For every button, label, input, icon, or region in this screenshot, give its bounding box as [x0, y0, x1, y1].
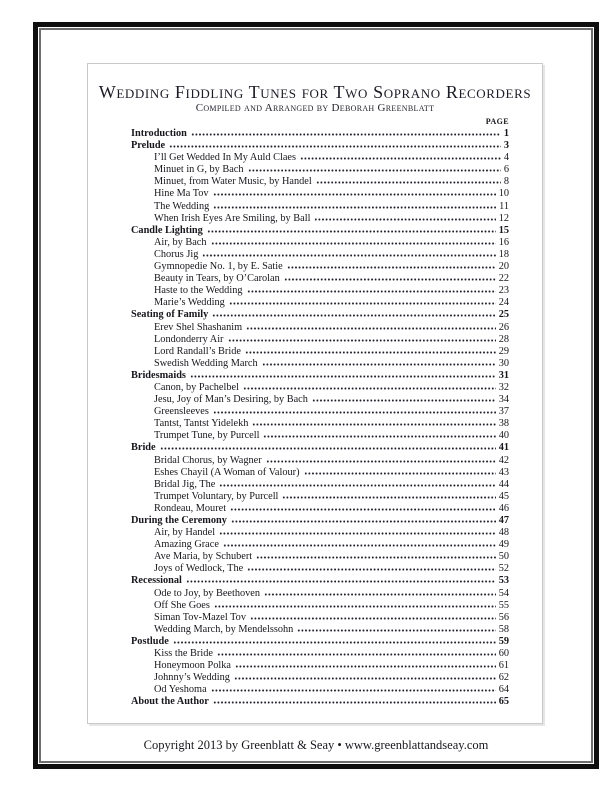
toc-entry-page: 48: [498, 527, 509, 539]
toc-entry-label: Rondeau, Mouret: [154, 502, 227, 514]
toc-entry-page: 30: [498, 357, 509, 369]
toc-entry-page: 37: [498, 406, 509, 418]
dotted-leader: [219, 532, 496, 535]
toc-entry-page: 60: [498, 648, 509, 660]
toc-entry: [131, 636, 509, 648]
dotted-leader: [266, 460, 496, 463]
toc-entry-label: Recessional: [131, 575, 182, 587]
toc-entry-label: Ave Maria, by Schubert: [154, 551, 253, 563]
toc-entry-page: 34: [498, 394, 509, 406]
toc-entry: [131, 370, 509, 382]
toc-entry-label: Tantst, Tantst Yidelekh: [154, 418, 249, 430]
document-subtitle: Compiled and Arranged by Deborah Greenblatt: [195, 102, 435, 114]
toc-entry-label: Londonderry Air: [154, 333, 224, 345]
toc-entry-page: 56: [498, 611, 509, 623]
toc-entry: [131, 152, 509, 164]
dotted-leader: [219, 484, 495, 487]
toc-entry-label: Bride: [131, 442, 156, 454]
toc-entry-label: During the Ceremony: [131, 515, 227, 526]
dotted-leader: [316, 181, 501, 184]
toc-entry: [131, 442, 509, 454]
dotted-leader: [264, 593, 496, 596]
toc-entry-page: 47: [498, 515, 509, 526]
toc-entry-label: Prelude: [131, 140, 166, 152]
toc-entry-page: 12: [498, 212, 509, 224]
toc-entry: [131, 406, 509, 418]
toc-entry-page: 49: [498, 539, 509, 551]
toc-entry-page: 32: [498, 381, 509, 393]
toc-entry: [131, 237, 509, 249]
toc-entry-page: 3: [503, 140, 509, 152]
document-title: Wedding Fiddling Tunes for Two Soprano Recorders: [98, 82, 532, 102]
dotted-leader: [312, 399, 496, 402]
toc-entry: [131, 225, 509, 237]
dotted-leader: [217, 653, 496, 656]
toc-entry-label: Air, by Bach: [154, 236, 207, 248]
toc-entry: [131, 467, 509, 479]
toc-entry-label: Trumpet Tune, by Purcell: [154, 430, 260, 442]
toc-entry-label: Postlude: [131, 635, 169, 647]
dotted-leader: [212, 314, 495, 317]
toc-entry-label: The Wedding: [154, 200, 210, 212]
toc-entry-page: 59: [498, 635, 509, 647]
dotted-leader: [262, 363, 496, 366]
toc-entry: [131, 213, 509, 225]
toc-entry-label: Hine Ma Tov: [154, 188, 209, 200]
toc-entry-label: Swedish Wedding March: [154, 357, 258, 369]
toc-entry-label: Kiss the Bride: [154, 648, 213, 660]
toc-entry-page: 16: [498, 236, 509, 248]
toc-entry-page: 4: [503, 152, 509, 164]
toc-entry-label: Gymnopedie No. 1, by E. Satie: [154, 261, 283, 273]
dotted-leader: [213, 193, 496, 196]
toc-entry-label: Off She Goes: [154, 599, 210, 611]
toc-entry-label: Canon, by Pachelbel: [154, 381, 239, 393]
toc-entry-page: 45: [498, 490, 509, 502]
toc-entry: [131, 612, 509, 624]
dotted-leader: [297, 629, 495, 632]
toc-entry-label: Greensleeves: [154, 406, 209, 418]
toc-entry-page: 28: [498, 333, 509, 345]
toc-entry-label: Seating of Family: [131, 309, 209, 321]
toc-entry-label: Amazing Grace: [154, 539, 219, 551]
toc-entry: [131, 346, 509, 358]
dotted-leader: [228, 339, 496, 342]
toc-entry: [131, 515, 509, 527]
toc-entry: [131, 249, 509, 261]
toc-entry: [131, 297, 509, 309]
toc-entry: [131, 624, 509, 636]
toc-entry: [131, 261, 509, 273]
toc-box: [87, 63, 543, 724]
toc-entry: [131, 188, 509, 200]
dotted-leader: [211, 689, 496, 692]
dotted-leader: [202, 254, 495, 257]
toc-entry-page: 15: [498, 224, 509, 236]
dotted-leader: [230, 508, 496, 511]
toc-entry-page: 10: [498, 188, 509, 200]
toc-entry: [131, 285, 509, 297]
dotted-leader: [300, 157, 501, 160]
toc-entry-label: Minuet, from Water Music, by Handel: [154, 176, 312, 188]
toc-entry-label: Beauty in Tears, by O’Carolan: [154, 273, 280, 285]
dotted-leader: [169, 145, 501, 148]
page-border-inner: [39, 28, 593, 763]
toc-entry-label: Marie’s Wedding: [154, 297, 225, 309]
toc-entry-label: Siman Tov-Mazel Tov: [154, 611, 246, 623]
dotted-leader: [248, 169, 501, 172]
toc-entry-page: 52: [498, 563, 509, 575]
dotted-leader: [284, 278, 496, 281]
toc-entry-label: Jesu, Joy of Man’s Desiring, by Bach: [154, 394, 308, 406]
toc-entry-page: 65: [498, 696, 509, 708]
toc-entry-label: Minuet in G, by Bach: [154, 164, 244, 176]
toc-entry-label: Bridal Chorus, by Wagner: [154, 454, 262, 466]
toc-entry-page: 54: [498, 587, 509, 599]
dotted-leader: [247, 568, 496, 571]
toc-entry: [131, 491, 509, 503]
toc-entry-label: Air, by Handel: [154, 527, 216, 539]
dotted-leader: [231, 520, 496, 523]
toc-entry: [131, 600, 509, 612]
toc-entry-page: 42: [498, 454, 509, 466]
toc-entry: [131, 648, 509, 660]
toc-entry-label: When Irish Eyes Are Smiling, by Ball: [154, 212, 311, 224]
toc-entry-page: 55: [498, 599, 509, 611]
toc-entry-label: About the Author: [131, 696, 209, 708]
toc-entry-page: 22: [498, 273, 509, 285]
toc-entry: [131, 128, 509, 140]
toc-entry-label: Trumpet Voluntary, by Purcell: [154, 490, 279, 502]
toc-entry: [131, 322, 509, 334]
page-column-label: PAGE: [485, 117, 509, 126]
dotted-leader: [282, 496, 495, 499]
toc-entry-page: 25: [498, 309, 509, 321]
toc-entry: [131, 140, 509, 152]
dotted-leader: [191, 133, 501, 136]
toc-entry-label: Wedding March, by Mendelssohn: [154, 623, 294, 635]
toc-entry: [131, 309, 509, 321]
toc-entry-label: Chorus Jig: [154, 248, 199, 260]
dotted-leader: [213, 411, 496, 414]
toc-entry: [131, 176, 509, 188]
dotted-leader: [247, 290, 496, 293]
toc-entry-page: 8: [503, 176, 509, 188]
toc-entry: [131, 684, 509, 696]
dotted-leader: [256, 556, 496, 559]
dotted-leader: [234, 677, 496, 680]
toc-entry-page: 31: [498, 369, 509, 381]
dotted-leader: [252, 423, 495, 426]
toc-entry-page: 64: [498, 684, 509, 696]
toc-entry: [131, 394, 509, 406]
toc-entry-page: 44: [498, 478, 509, 490]
toc-entry-page: 41: [498, 442, 509, 454]
toc-entry: [131, 430, 509, 442]
toc-entry-label: I’ll Get Wedded In My Auld Claes: [154, 152, 296, 164]
toc-entry-label: Lord Randall’s Bride: [154, 345, 241, 357]
toc-entry: [131, 479, 509, 491]
toc-entry-label: Johnny’s Wedding: [154, 672, 230, 684]
dotted-leader: [190, 375, 496, 378]
dotted-leader: [229, 302, 496, 305]
dotted-leader: [304, 472, 496, 475]
toc-entry-label: Od Yeshoma: [154, 684, 207, 696]
toc-entry-page: 38: [498, 418, 509, 430]
dotted-leader: [213, 206, 496, 209]
toc-entry-label: Ode to Joy, by Beethoven: [154, 587, 261, 599]
toc-entry-label: Eshes Chayil (A Woman of Valour): [154, 466, 300, 478]
dotted-leader: [246, 327, 496, 330]
dotted-leader: [223, 544, 496, 547]
dotted-leader: [287, 266, 496, 269]
toc-entry-page: 40: [498, 430, 509, 442]
toc-entry: [131, 660, 509, 672]
dotted-leader: [250, 617, 496, 620]
toc-entry: [131, 382, 509, 394]
toc-entry-label: Haste to the Wedding: [154, 285, 243, 297]
dotted-leader: [160, 447, 496, 450]
page-border-outer: [33, 22, 599, 769]
dotted-leader: [243, 387, 496, 390]
dotted-leader: [173, 641, 496, 644]
toc-entry: [131, 672, 509, 684]
toc-entry-page: 62: [498, 672, 509, 684]
toc-entry: [131, 588, 509, 600]
toc-entry: [131, 334, 509, 346]
toc-entry-page: 46: [498, 502, 509, 514]
toc-entry-label: Joys of Wedlock, The: [154, 563, 244, 575]
table-of-contents: [131, 128, 509, 709]
toc-entry-label: Erev Shel Shashanim: [154, 321, 243, 333]
dotted-leader: [207, 230, 496, 233]
toc-entry-page: 50: [498, 551, 509, 563]
toc-entry-page: 61: [498, 660, 509, 672]
toc-entry-page: 11: [499, 200, 509, 212]
dotted-leader: [214, 605, 496, 608]
toc-entry: [131, 358, 509, 370]
toc-entry-page: 29: [498, 345, 509, 357]
toc-entry: [131, 455, 509, 467]
toc-entry-page: 43: [498, 466, 509, 478]
dotted-leader: [314, 218, 495, 221]
toc-entry: [131, 503, 509, 515]
dotted-leader: [263, 435, 495, 438]
toc-entry-page: 53: [498, 575, 509, 587]
toc-entry: [131, 696, 509, 708]
toc-entry: [131, 551, 509, 563]
toc-entry-label: Honeymoon Polka: [154, 660, 231, 672]
toc-entry-label: Candle Lighting: [131, 224, 203, 236]
toc-entry: [131, 575, 509, 587]
toc-entry-page: 24: [498, 297, 509, 309]
toc-entry-label: Bridesmaids: [131, 369, 186, 381]
toc-entry: [131, 201, 509, 213]
toc-entry-page: 6: [503, 164, 509, 176]
copyright-footer: Copyright 2013 by Greenblatt & Seay • www.greenblattandseay.com: [143, 738, 489, 752]
dotted-leader: [211, 242, 496, 245]
dotted-leader: [186, 580, 496, 583]
toc-entry-label: Bridal Jig, The: [154, 478, 216, 490]
toc-entry: [131, 164, 509, 176]
toc-entry-page: 58: [498, 623, 509, 635]
dotted-leader: [235, 665, 496, 668]
toc-entry-page: 23: [498, 285, 509, 297]
dotted-leader: [245, 351, 496, 354]
toc-entry: [131, 273, 509, 285]
toc-entry: [131, 539, 509, 551]
dotted-leader: [213, 701, 496, 704]
toc-entry: [131, 527, 509, 539]
toc-entry-label: Introduction: [131, 128, 187, 139]
toc-entry-page: 20: [498, 261, 509, 273]
toc-entry: [131, 563, 509, 575]
toc-entry-page: 26: [498, 321, 509, 333]
toc-entry-page: 18: [498, 248, 509, 260]
toc-entry: [131, 418, 509, 430]
toc-entry-page: 1: [503, 128, 509, 139]
